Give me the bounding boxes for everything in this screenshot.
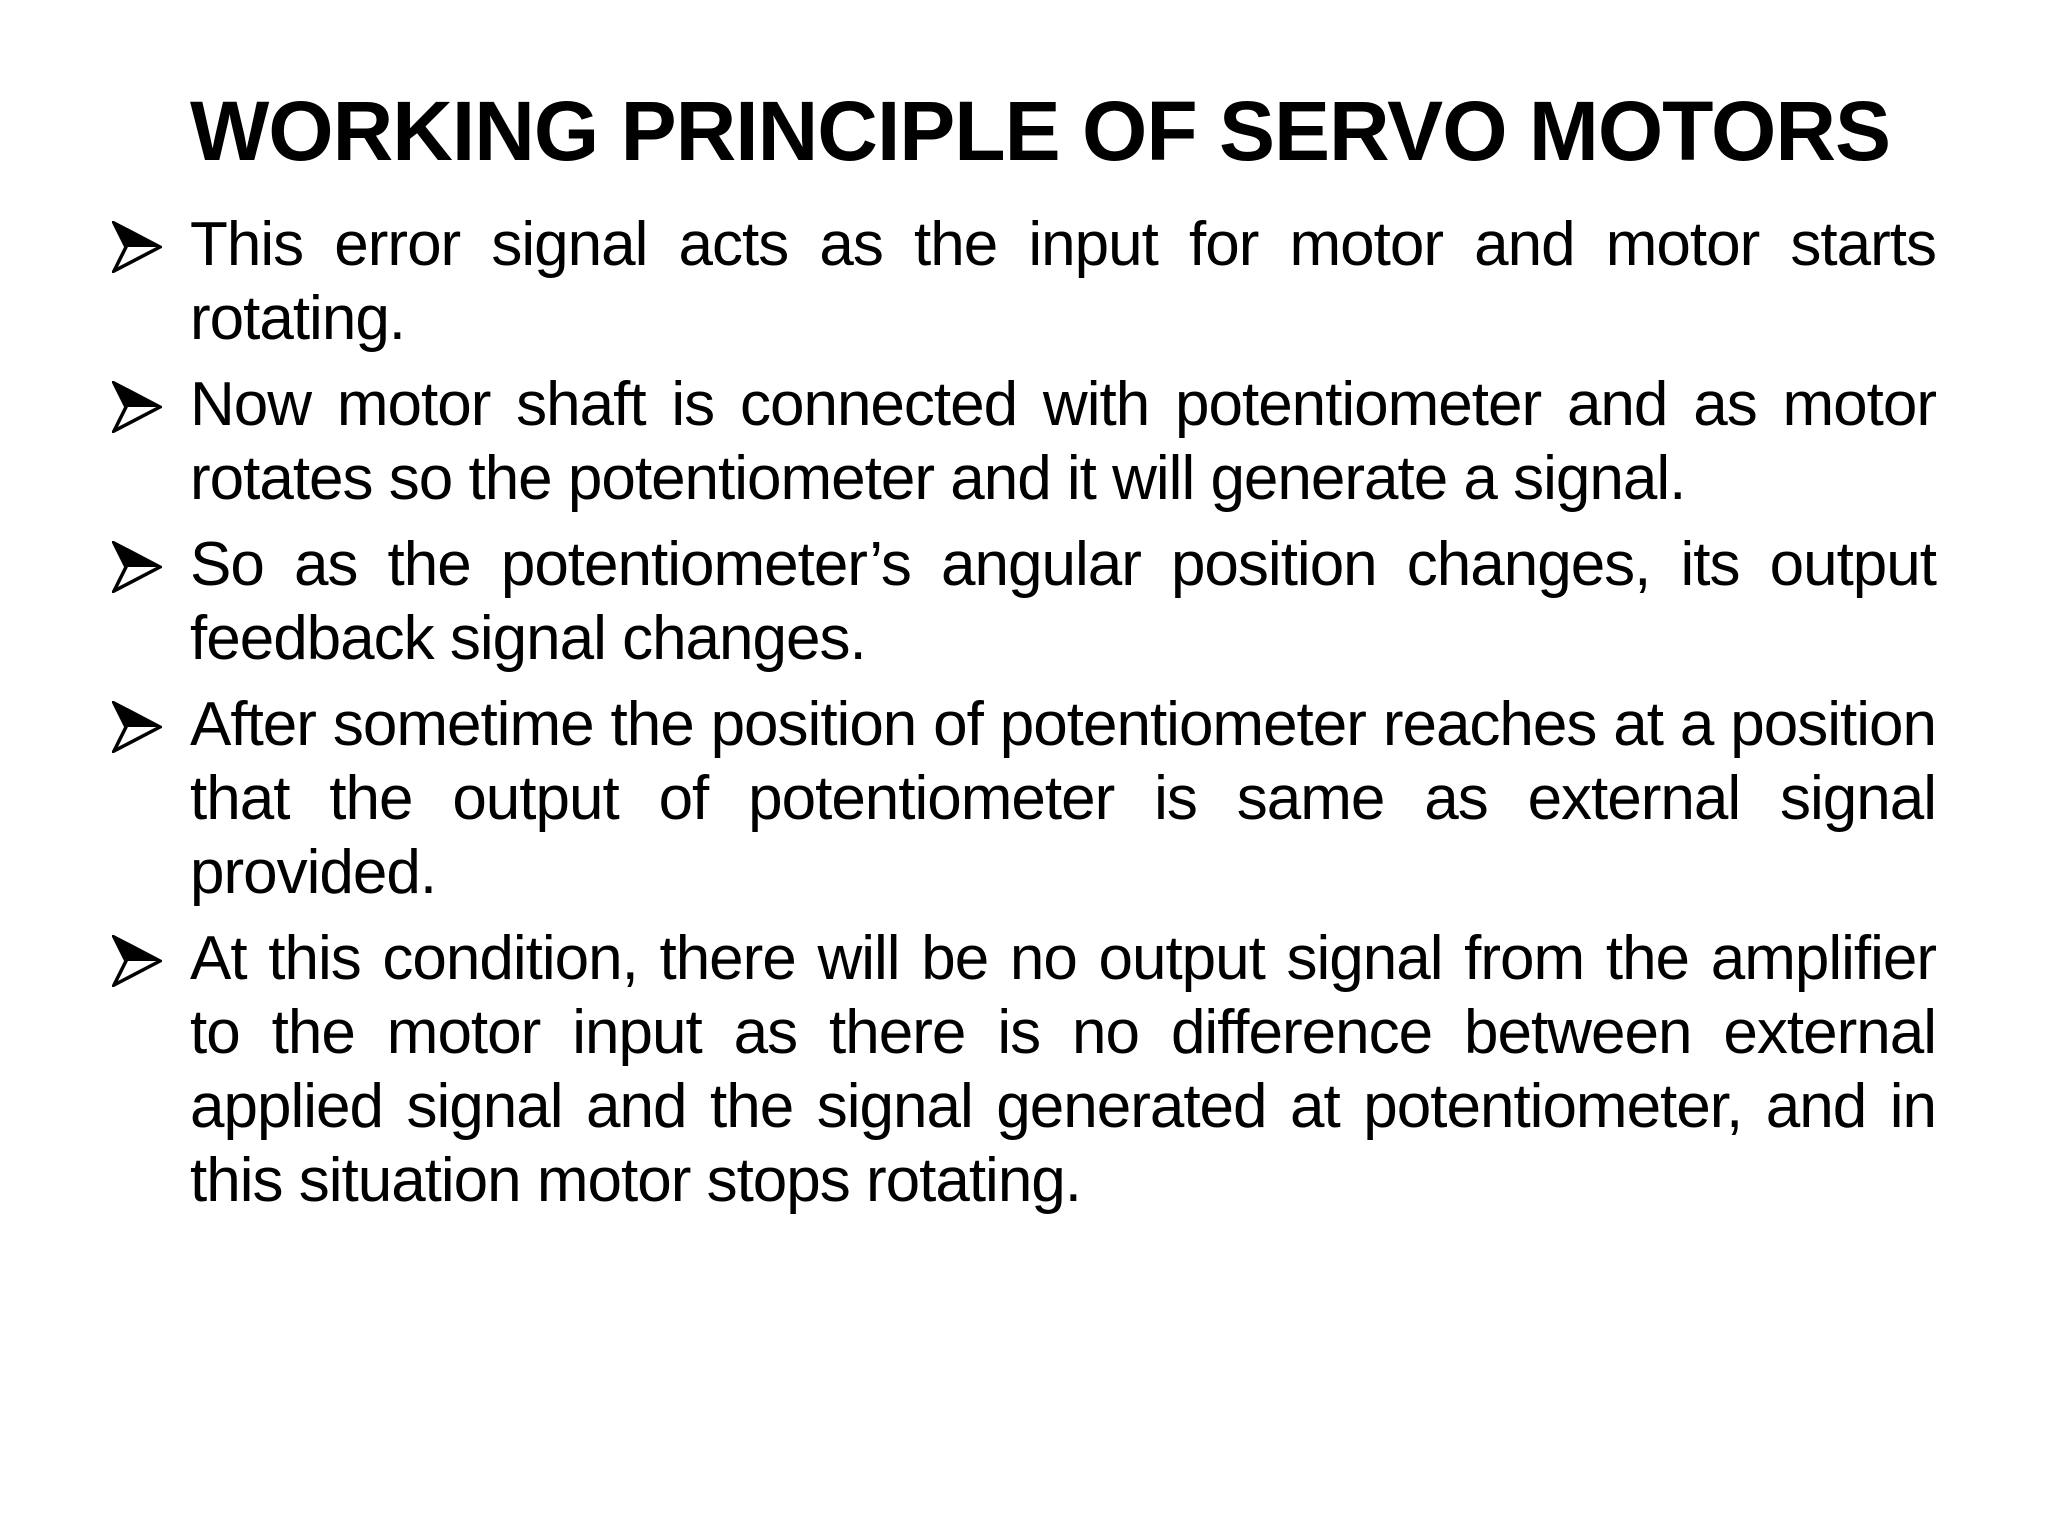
arrowhead-bullet-icon (112, 221, 162, 273)
bullet-text: This error signal acts as the input for motor and motor starts rotating. (190, 210, 1936, 353)
arrowhead-bullet-icon (112, 381, 162, 433)
bullet-text: So as the potentiometer’s angular position changes, its output feedback signal changes. (190, 530, 1936, 673)
arrowhead-bullet-icon (112, 935, 162, 987)
bullet-item (112, 688, 1936, 910)
bullet-text: After sometime the position of potentiometer reaches at a position that the output of potentiometer is same as external signal provided. (190, 690, 1936, 907)
bullet-item (112, 922, 1936, 1218)
bullet-list (112, 208, 1936, 1230)
bullet-item (112, 528, 1936, 676)
bullet-text: Now motor shaft is connected with potentiometer and as motor rotates so the potentiometer and it will generate a signal. (190, 370, 1936, 513)
slide-title: WORKING PRINCIPLE OF SERVO MOTORS (189, 84, 1891, 178)
bullet-item (112, 368, 1936, 516)
arrowhead-bullet-icon (112, 701, 162, 753)
arrowhead-bullet-icon (112, 541, 162, 593)
bullet-item (112, 208, 1936, 356)
bullet-text: At this condition, there will be no output signal from the amplifier to the motor input as there is no difference between external applied signal and the signal generated at potentiometer, and in this situation motor stops rotating. (190, 924, 1936, 1215)
